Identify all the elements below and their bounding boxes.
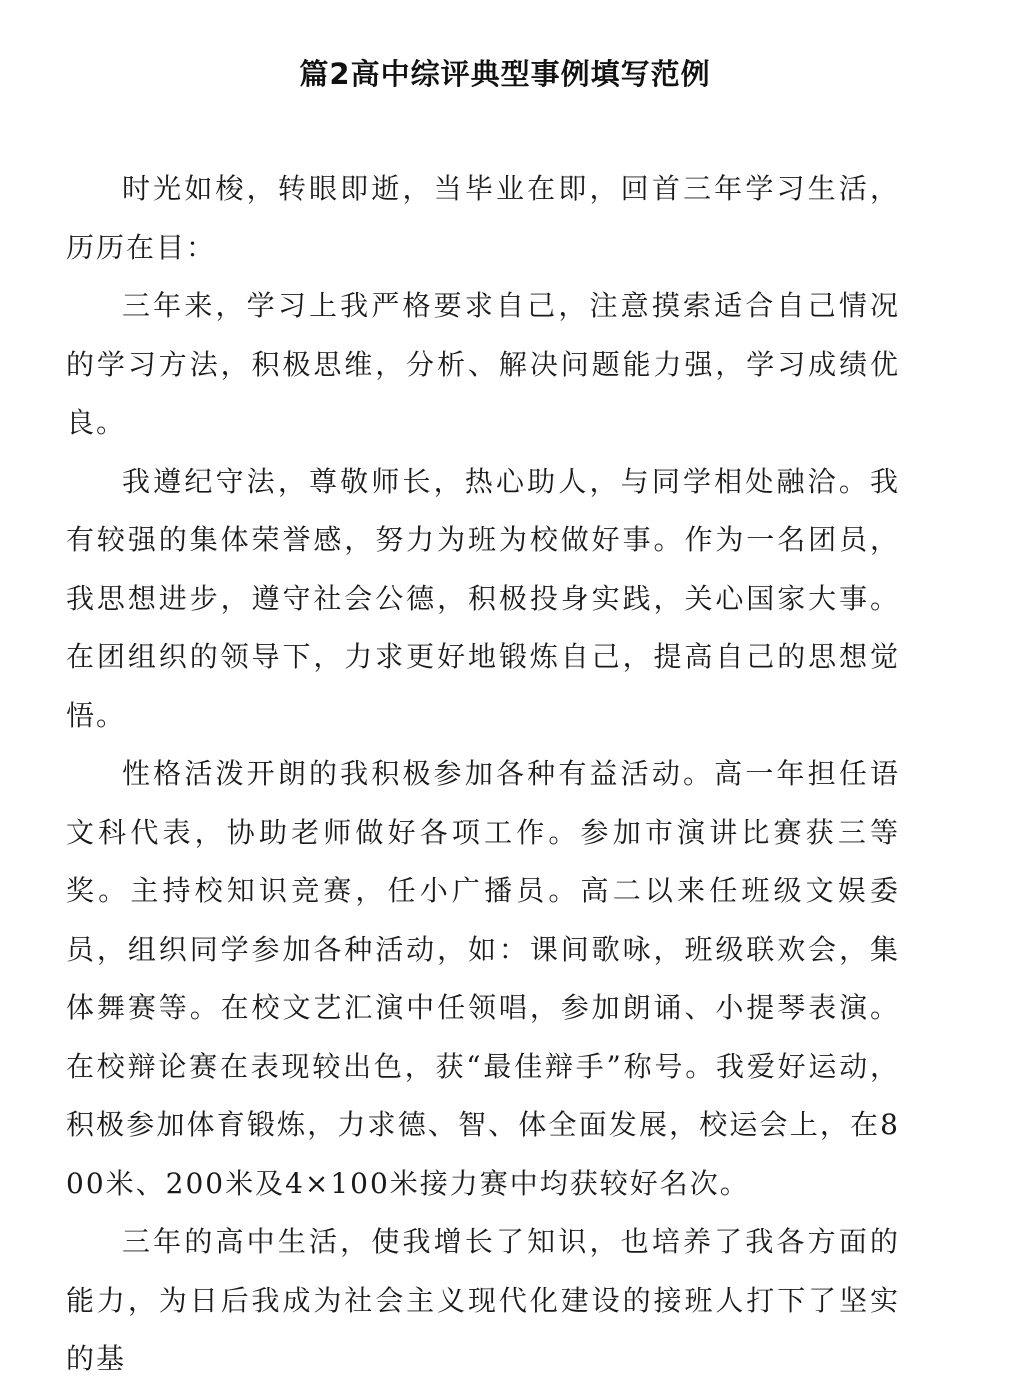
paragraph-5: 三年的高中生活，使我增长了知识，也培养了我各方面的能力，为日后我成为社会主义现代化建设的接班人打下了坚实的基 [66, 1225, 900, 1375]
paragraph-4: 性格活泼开朗的我积极参加各种有益活动。高一年担任语文科代表，协助老师做好各项工作。参加市演讲比赛获三等奖。主持校知识竞赛，任小广播员。高二以来任班级文娱委员，组织同学参加各种活动，如：课间歌咏，班级联欢会，集体舞赛等。在校文艺汇演中任领唱，参加朗诵、小提琴表演。在校辩论赛在表现较出色，获“最佳辩手”称号。我爱好运动，积极参加体育锻炼，力求德、智、体全面发展，校运会上，在800米、200米及4×100米接力赛中均获较好名次。 [66, 757, 900, 1200]
document-body [66, 160, 900, 1389]
paragraph-3: 我遵纪守法，尊敬师长，热心助人，与同学相处融洽。我有较强的集体荣誉感，努力为班为校做好事。作为一名团员，我思想进步，遵守社会公德，积极投身实践，关心国家大事。在团组织的领导下，力求更好地锻炼自己，提高自己的思想觉悟。 [66, 464, 900, 732]
document-title: 篇2高中综评典型事例填写范例 [299, 57, 711, 91]
paragraph-2: 三年来，学习上我严格要求自己，注意摸索适合自己情况的学习方法，积极思维，分析、解决问题能力强，学习成绩优良。 [66, 289, 900, 439]
paragraph-1: 时光如梭，转眼即逝，当毕业在即，回首三年学习生活，历历在目： [66, 172, 900, 264]
